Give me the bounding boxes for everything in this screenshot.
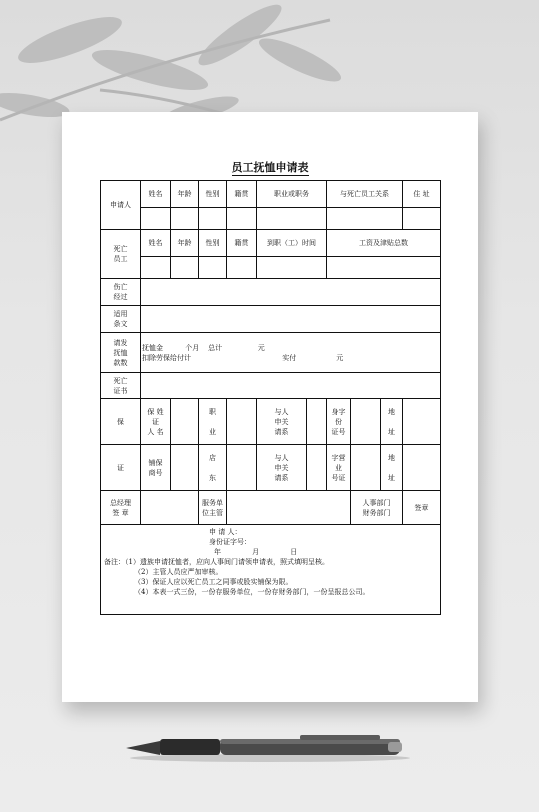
shop-guarantor-label: 铺保 商号	[141, 445, 171, 491]
hr-finance-label: 人事部门 财务部门	[351, 491, 403, 525]
clause-label: 适用 条文	[101, 306, 141, 333]
cell-blank[interactable]	[403, 208, 441, 230]
gm-sign-label: 总经理 签 章	[101, 491, 141, 525]
header-address: 住 址	[403, 181, 441, 208]
cell-blank[interactable]	[403, 399, 441, 445]
note-3: （3）保证人应以死亡员工之同事或股实铺保为限。	[134, 578, 293, 586]
cell-blank[interactable]	[327, 208, 403, 230]
cell-blank[interactable]	[141, 257, 171, 279]
cell-blank[interactable]	[199, 257, 227, 279]
deceased-label: 死亡 员工	[101, 230, 141, 279]
gm-sign-field[interactable]	[141, 491, 199, 525]
cell-blank[interactable]	[171, 208, 199, 230]
note-4: （4）本表一式三份，一份存服务单位，一份存财务部门，一份呈报总公司。	[134, 588, 370, 596]
guarantor-id-label: 身字 份 证号	[327, 399, 351, 445]
pen-icon	[120, 730, 410, 764]
shop-relation-label: 与人 申关 请系	[257, 445, 307, 491]
cell-blank[interactable]	[307, 445, 327, 491]
guarantor-relation-label: 与人 申关 请系	[257, 399, 307, 445]
cell-blank[interactable]	[257, 257, 327, 279]
header-origin: 籍贯	[227, 230, 257, 257]
header-age: 年龄	[171, 230, 199, 257]
injury-field[interactable]	[141, 279, 441, 306]
cell-blank[interactable]	[227, 445, 257, 491]
applicant-sign-line: 申 请 人：	[209, 528, 242, 536]
seal-label: 签章	[403, 491, 441, 525]
clause-field[interactable]	[141, 306, 441, 333]
header-sex: 性别	[199, 230, 227, 257]
id-number-line: 身份证字号：	[209, 538, 251, 546]
payment-line-2: 扣除劳保给付计 实付 元	[142, 353, 344, 362]
header-relation: 与死亡员工关系	[327, 181, 403, 208]
guarantor-job-label: 职 业	[199, 399, 227, 445]
header-name: 姓名	[141, 230, 171, 257]
cell-blank[interactable]	[141, 208, 171, 230]
header-origin: 籍贯	[227, 181, 257, 208]
header-hire-date: 到职（工）时间	[257, 230, 327, 257]
cell-blank[interactable]	[327, 257, 441, 279]
cell-blank[interactable]	[171, 399, 199, 445]
header-name: 姓名	[141, 181, 171, 208]
guarantor-address-label: 地 址	[381, 399, 403, 445]
business-license-label: 字营 业 号证	[327, 445, 351, 491]
header-job: 职业或职务	[257, 181, 327, 208]
shop-address-label: 地 址	[381, 445, 403, 491]
cell-blank[interactable]	[351, 399, 381, 445]
payment-field[interactable]	[141, 333, 441, 373]
applicant-label: 申请人	[101, 181, 141, 230]
cell-blank[interactable]	[227, 399, 257, 445]
payment-label: 请发 抚恤 款数	[101, 333, 141, 373]
payment-line-1: 抚恤金 个月 总计 元	[142, 343, 265, 352]
unit-head-field[interactable]	[227, 491, 351, 525]
injury-label: 伤亡 经过	[101, 279, 141, 306]
cell-blank[interactable]	[199, 208, 227, 230]
header-age: 年龄	[171, 181, 199, 208]
note-1: 备注：（1）遗族申请抚恤者，应向人事间门请领申请表，照式填明呈核。	[104, 558, 329, 566]
cert-label: 死亡 证书	[101, 373, 141, 399]
unit-head-label: 服务单 位主管	[199, 491, 227, 525]
form-title: 员工抚恤申请表	[231, 161, 309, 174]
header-sex: 性别	[199, 181, 227, 208]
application-table	[100, 180, 441, 615]
cert-field[interactable]	[141, 373, 441, 399]
date-line: 年 月 日	[214, 548, 298, 556]
cell-blank[interactable]	[171, 257, 199, 279]
guarantee-label-2: 证	[101, 445, 141, 491]
footer-notes	[101, 525, 441, 615]
cell-blank[interactable]	[227, 208, 257, 230]
form-paper	[62, 112, 478, 702]
cell-blank[interactable]	[307, 399, 327, 445]
cell-blank[interactable]	[257, 208, 327, 230]
header-salary: 工资及津贴总数	[327, 230, 441, 257]
guarantor-person-label: 保 姓 证 人 名	[141, 399, 171, 445]
guarantee-label-1: 保	[101, 399, 141, 445]
note-2: （2）主管人员应严加审核。	[134, 568, 223, 576]
cell-blank[interactable]	[403, 445, 441, 491]
cell-blank[interactable]	[351, 445, 381, 491]
cell-blank[interactable]	[171, 445, 199, 491]
cell-blank[interactable]	[227, 257, 257, 279]
shop-owner-label: 店 东	[199, 445, 227, 491]
